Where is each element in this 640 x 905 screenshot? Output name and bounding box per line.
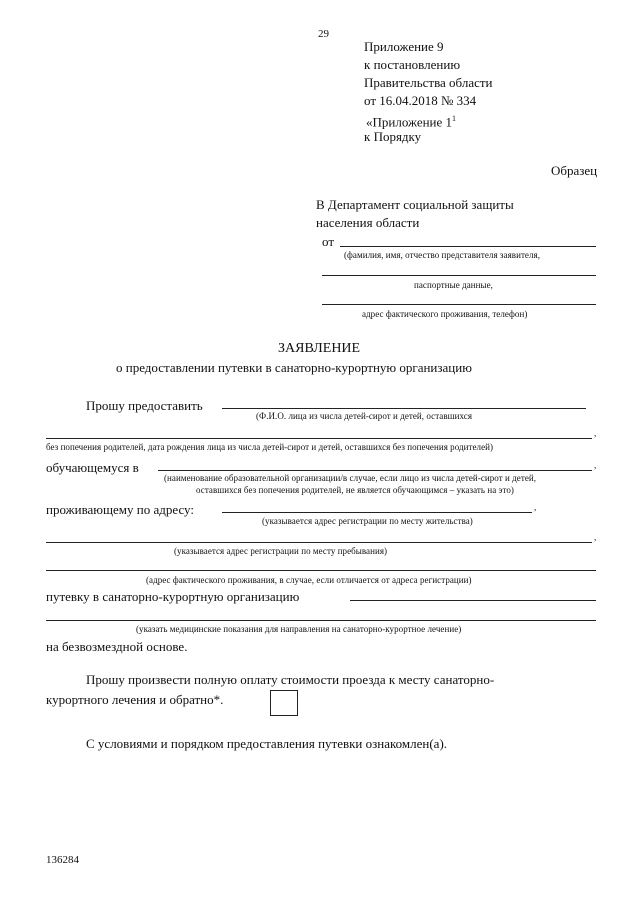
annex-line-6: к Порядку bbox=[364, 129, 422, 144]
comma: , bbox=[594, 460, 597, 470]
annex-line-3: Правительства области bbox=[364, 75, 493, 90]
annex-line-5: «Приложение $1^1$ bbox=[366, 114, 457, 130]
footer-code: 136284 bbox=[46, 854, 79, 866]
education-field-line[interactable] bbox=[158, 470, 592, 471]
hint-education-2: оставшихся без попечения родителей, не является обучающимся – указать на это) bbox=[196, 485, 514, 495]
from-label: от bbox=[322, 234, 335, 249]
hint-education-1: (наименование образовательной организации/в случае, если лицо из числа детей-сирот и детей, bbox=[164, 473, 537, 483]
hint-address-phone: адрес фактического проживания, телефон) bbox=[362, 309, 528, 319]
travel-payment-checkbox[interactable] bbox=[270, 690, 298, 716]
annex-line-1: Приложение 9 bbox=[364, 39, 444, 54]
annex-line-2: к постановлению bbox=[364, 57, 461, 72]
free-basis-text: на безвозмездной основе. bbox=[46, 639, 188, 654]
annex-superscript: 1 bbox=[452, 114, 457, 123]
passport-field-line[interactable] bbox=[322, 275, 596, 276]
fio-field-line-2[interactable] bbox=[46, 438, 592, 439]
comma: , bbox=[594, 428, 597, 438]
medical-field-line[interactable] bbox=[46, 620, 596, 621]
student-label: обучающемуся в bbox=[46, 460, 139, 475]
from-field-line[interactable] bbox=[340, 246, 596, 247]
address-field-line[interactable] bbox=[322, 304, 596, 305]
stay-field-line[interactable] bbox=[46, 542, 592, 543]
comma: , bbox=[594, 532, 597, 542]
travel-request-line-1: Прошу произвести полную оплату стоимости проезда к месту санаторно- bbox=[86, 672, 495, 687]
voucher-field-line[interactable] bbox=[350, 600, 596, 601]
voucher-label: путевку в санаторно-курортную организацию bbox=[46, 589, 300, 604]
request-label: Прошу предоставить bbox=[86, 398, 203, 413]
hint-registration: (указывается адрес регистрации по месту жительства) bbox=[262, 516, 473, 526]
hint-stay: (указывается адрес регистрации по месту пребывания) bbox=[174, 546, 388, 556]
hint-representative: (фамилия, имя, отчество представителя заявителя, bbox=[344, 250, 541, 260]
fio-field-line[interactable] bbox=[222, 408, 586, 409]
addressee-line-1: В Департамент социальной защиты bbox=[316, 197, 514, 212]
travel-request-line-2: курортного лечения и обратно*. bbox=[46, 692, 224, 707]
hint-fio-2: без попечения родителей, дата рождения лица из числа детей-сирот и детей, оставшихся без попечения родителей) bbox=[46, 442, 494, 452]
acknowledgement-text: С условиями и порядком предоставления путевки ознакомлен(а). bbox=[86, 736, 448, 751]
hint-medical: (указать медицинские показания для направления на санаторно-курортное лечение) bbox=[136, 624, 462, 634]
document-title: ЗАЯВЛЕНИЕ bbox=[278, 341, 361, 356]
hint-fio: (Ф.И.О. лица из числа детей-сирот и детей, оставшихся bbox=[256, 411, 473, 421]
annex-line-4: от 16.04.2018 № 334 bbox=[364, 93, 477, 108]
sample-label: Образец bbox=[551, 163, 598, 178]
actual-address-field-line[interactable] bbox=[46, 570, 596, 571]
hint-passport: паспортные данные, bbox=[414, 280, 493, 290]
document-subtitle: о предоставлении путевки в санаторно-курортную организацию bbox=[116, 360, 472, 375]
residence-label: проживающему по адресу: bbox=[46, 502, 195, 517]
registration-field-line[interactable] bbox=[222, 512, 532, 513]
comma: , bbox=[534, 502, 537, 512]
addressee-line-2: населения области bbox=[316, 215, 420, 230]
page-number: 29 bbox=[318, 28, 329, 40]
hint-actual-address: (адрес фактического проживания, в случае, если отличается от адреса регистрации) bbox=[146, 575, 472, 585]
